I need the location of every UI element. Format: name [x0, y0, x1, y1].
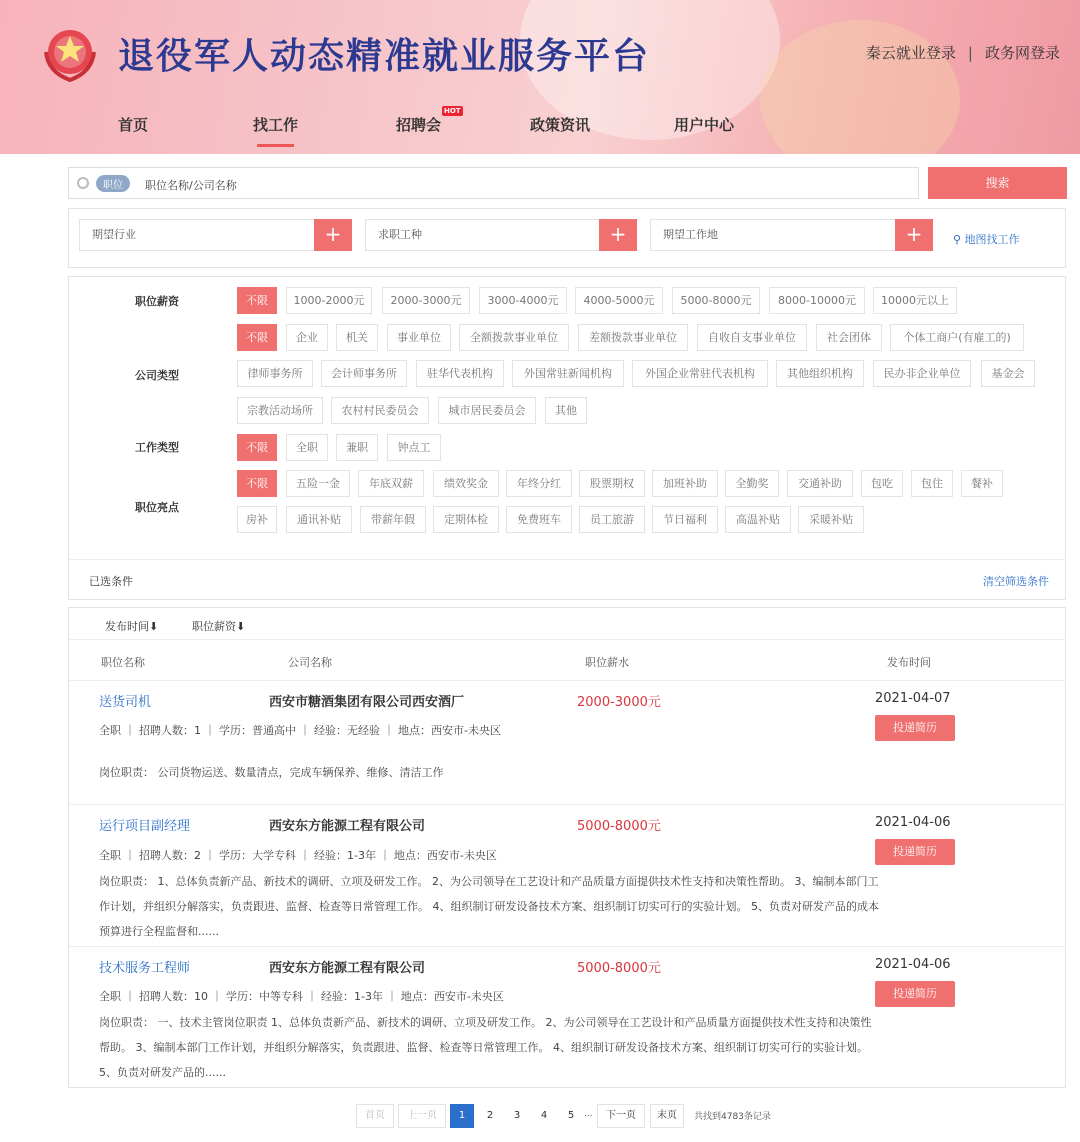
search-type-tag[interactable]: 职位 [96, 175, 130, 192]
map-search-label: 地图找工作 [964, 233, 1020, 246]
filter-chip[interactable]: 采暖补贴 [798, 506, 864, 533]
job-description: 岗位职责： 1、总体负责新产品、新技术的调研、立项及研发工作。 2、为公司领导在工艺设计和产品质量方面提供技术性支持和决策性帮助。 3、编制本部门工作计划，并组织分解落实，负责跟进、监督、检查等日常管理工作。 4、组织制订研发设备技术方案、组织制订切实可行的实验计划。 5、负责对研发产品的成本预算进行全程监督和...... [99, 875, 879, 938]
column-header: 公司名称 [288, 656, 332, 669]
total-records: 共找到4783条记录 [694, 1112, 771, 1122]
apply-resume-button[interactable]: 投递简历 [875, 839, 955, 865]
top-links [866, 42, 1060, 63]
filter-divider [69, 559, 1065, 560]
site-title: 退役军人动态精准就业服务平台 [118, 35, 651, 77]
filter-chip[interactable]: 节日福利 [652, 506, 718, 533]
filter-chip[interactable]: 个体工商户(有雇工的) [890, 324, 1024, 351]
filter-chip[interactable]: 包吃 [861, 470, 903, 497]
first-page-button[interactable]: 首页 [356, 1104, 394, 1128]
job-company[interactable]: 西安市糖酒集团有限公司西安酒厂 [269, 695, 465, 710]
highlights-filter-label: 职位亮点 [135, 501, 179, 514]
sort-by-date-label: 发布时间 [105, 620, 149, 633]
hot-badge: HOT [444, 107, 461, 115]
filter-chip[interactable]: 民办非企业单位 [873, 360, 971, 387]
main-nav [0, 107, 800, 154]
job-meta: 全职 ｜ 招聘人数：2 ｜ 学历：大学专科 ｜ 经验：1-3年 ｜ 地点：西安市-未央区 [99, 849, 497, 862]
filter-chip[interactable]: 加班补助 [652, 470, 718, 497]
filter-chip[interactable]: 年底双薪 [358, 470, 424, 497]
job-company[interactable]: 西安东方能源工程有限公司 [269, 961, 426, 976]
select-panel [68, 208, 1066, 268]
job-salary: 2000-3000元 [577, 695, 661, 710]
filter-chip[interactable]: 宗教活动场所 [237, 397, 323, 424]
clear-filters-link[interactable]: 清空筛选条件 [983, 575, 1049, 588]
filter-chip[interactable]: 外国常驻新闻机构 [512, 360, 624, 387]
filter-chip[interactable]: 农村村民委员会 [331, 397, 429, 424]
veteran-emblem-icon [38, 22, 102, 84]
work-type-filter-label: 工作类型 [135, 441, 179, 454]
filter-chip[interactable]: 年终分红 [506, 470, 572, 497]
sort-down-icon: ⬇ [236, 620, 246, 633]
chosen-conditions-label: 已选条件 [89, 575, 133, 588]
filter-chip[interactable]: 带薪年假 [360, 506, 426, 533]
filter-chip[interactable]: 餐补 [961, 470, 1003, 497]
job-title-link[interactable]: 送货司机 [99, 695, 152, 710]
job-results [68, 607, 1066, 1088]
filter-chip[interactable]: 五险一金 [286, 470, 350, 497]
filter-chip[interactable]: 律师事务所 [237, 360, 313, 387]
industry-plus-button[interactable]: + [314, 219, 352, 251]
filter-chip[interactable]: 钟点工 [387, 434, 441, 461]
map-pin-icon: ⚲ [953, 233, 962, 246]
link-separator: | [967, 44, 973, 62]
filter-chip[interactable]: 全额拨款事业单位 [459, 324, 569, 351]
page-button[interactable]: 4 [532, 1104, 556, 1128]
search-button[interactable]: 搜索 [928, 167, 1067, 199]
filter-chip[interactable]: 员工旅游 [579, 506, 645, 533]
filter-chip[interactable]: 不限 [237, 470, 277, 497]
search-placeholder: 职位名称/公司名称 [145, 179, 237, 192]
sort-bar [69, 608, 1065, 640]
filter-chip[interactable]: 基金会 [981, 360, 1035, 387]
industry-select[interactable]: 期望行业 [79, 219, 315, 251]
job-date: 2021-04-07 [875, 691, 951, 706]
page-button[interactable]: 3 [505, 1104, 529, 1128]
page-button[interactable]: 1 [450, 1104, 474, 1128]
filter-chip[interactable]: 企业 [286, 324, 328, 351]
job-row [69, 681, 1065, 805]
apply-resume-button[interactable]: 投递简历 [875, 981, 955, 1007]
job-title-link[interactable]: 运行项目副经理 [99, 819, 191, 834]
search-input[interactable] [68, 167, 919, 199]
nav-job-fair-label: 招聘会 [396, 116, 442, 134]
header-banner [0, 0, 1080, 154]
filter-chip[interactable]: 4000-5000元 [575, 287, 663, 314]
filter-chip[interactable]: 2000-3000元 [382, 287, 470, 314]
sort-by-salary[interactable] [192, 618, 245, 634]
job-type-plus-button[interactable]: + [599, 219, 637, 251]
filter-chip[interactable]: 不限 [237, 434, 277, 461]
next-page-button[interactable]: 下一页 [597, 1104, 645, 1128]
job-type-select[interactable]: 求职工种 [365, 219, 601, 251]
job-company[interactable]: 西安东方能源工程有限公司 [269, 819, 426, 834]
job-date: 2021-04-06 [875, 957, 951, 972]
filter-chip[interactable]: 差额拨款事业单位 [578, 324, 688, 351]
filter-chip[interactable]: 1000-2000元 [286, 287, 372, 314]
filter-chip[interactable]: 包住 [911, 470, 953, 497]
job-row [69, 805, 1065, 947]
page-ellipsis: ... [584, 1109, 593, 1119]
sort-by-date[interactable] [105, 618, 158, 634]
filter-chip[interactable]: 社会团体 [816, 324, 882, 351]
filter-chip[interactable]: 通讯补贴 [286, 506, 352, 533]
filter-chip[interactable]: 绩效奖金 [433, 470, 499, 497]
filter-chip[interactable]: 全勤奖 [725, 470, 779, 497]
filter-chip[interactable]: 其他组织机构 [776, 360, 864, 387]
gov-login-link[interactable]: 政务网登录 [984, 44, 1060, 62]
map-search-link[interactable] [953, 231, 1020, 247]
filter-chip[interactable]: 定期体检 [433, 506, 499, 533]
filter-chip[interactable]: 5000-8000元 [672, 287, 760, 314]
filter-chip[interactable]: 城市居民委员会 [438, 397, 536, 424]
filter-chip[interactable]: 驻华代表机构 [416, 360, 504, 387]
nav-policy[interactable]: 政策资讯 [530, 116, 591, 134]
nav-home[interactable]: 首页 [118, 116, 149, 134]
filter-chip[interactable]: 外国企业常驻代表机构 [632, 360, 768, 387]
filter-chip[interactable]: 10000元以上 [873, 287, 957, 314]
last-page-button[interactable]: 末页 [650, 1104, 684, 1128]
filter-panel [68, 276, 1066, 600]
filter-chip[interactable]: 8000-10000元 [769, 287, 865, 314]
job-description: 岗位职责： 一、技术主管岗位职责 1、总体负责新产品、新技术的调研、立项及研发工作。 2、为公司领导在工艺设计和产品质量方面提供技术性支持和决策性帮助。 3、编制本部门工作计划，并组织分解落实，负责跟进、监督、检查等日常管理工作。 4、组织制订研发设备技术方案、组织制订切实可行的实验计划。 5、负责对研发产品的...... [99, 1016, 872, 1079]
job-salary: 5000-8000元 [577, 819, 661, 834]
job-title-link[interactable]: 技术服务工程师 [99, 961, 191, 976]
nav-user-center[interactable]: 用户中心 [674, 116, 735, 134]
filter-chip[interactable]: 会计师事务所 [321, 360, 407, 387]
filter-chip[interactable]: 全职 [286, 434, 328, 461]
nav-find-job[interactable]: 找工作 [253, 116, 299, 134]
apply-resume-button[interactable]: 投递简历 [875, 715, 955, 741]
filter-chip[interactable]: 高温补贴 [725, 506, 791, 533]
prev-page-button[interactable]: 上一页 [398, 1104, 446, 1128]
column-header: 发布时间 [887, 656, 931, 669]
filter-chip[interactable]: 自收自支事业单位 [697, 324, 807, 351]
qinyun-login-link[interactable]: 秦云就业登录 [865, 44, 956, 62]
job-salary: 5000-8000元 [577, 961, 661, 976]
filter-chip[interactable]: 3000-4000元 [479, 287, 567, 314]
company-type-filter-label: 公司类型 [135, 369, 179, 382]
job-meta: 全职 ｜ 招聘人数：10 ｜ 学历：中等专科 ｜ 经验：1-3年 ｜ 地点：西安市-未央区 [99, 990, 504, 1003]
page-button[interactable]: 5 [559, 1104, 583, 1128]
filter-chip[interactable]: 不限 [237, 287, 277, 314]
filter-chip[interactable]: 股票期权 [579, 470, 645, 497]
filter-chip[interactable]: 事业单位 [387, 324, 451, 351]
filter-chip[interactable]: 不限 [237, 324, 277, 351]
column-header: 职位名称 [101, 656, 145, 669]
filter-chip[interactable]: 房补 [237, 506, 277, 533]
filter-chip[interactable]: 交通补助 [787, 470, 853, 497]
nav-job-fair[interactable] [396, 107, 461, 135]
location-select[interactable]: 期望工作地 [650, 219, 896, 251]
job-meta: 全职 ｜ 招聘人数：1 ｜ 学历：普通高中 ｜ 经验：无经验 ｜ 地点：西安市-未央区 [99, 724, 501, 737]
job-description: 岗位职责： 公司货物运送、数量清点，完成车辆保养、维修、清洁工作 [99, 766, 444, 779]
filter-chip[interactable]: 机关 [336, 324, 378, 351]
sort-down-icon: ⬇ [149, 620, 159, 633]
salary-filter-label: 职位薪资 [135, 295, 179, 308]
filter-chip[interactable]: 免费班车 [506, 506, 572, 533]
page-button[interactable]: 2 [478, 1104, 502, 1128]
location-plus-button[interactable]: + [895, 219, 933, 251]
column-header: 职位薪水 [585, 656, 629, 669]
search-icon [77, 177, 89, 189]
job-date: 2021-04-06 [875, 815, 951, 830]
job-row [69, 947, 1065, 1088]
filter-chip[interactable]: 其他 [545, 397, 587, 424]
sort-by-salary-label: 职位薪资 [192, 620, 236, 633]
filter-chip[interactable]: 兼职 [336, 434, 378, 461]
